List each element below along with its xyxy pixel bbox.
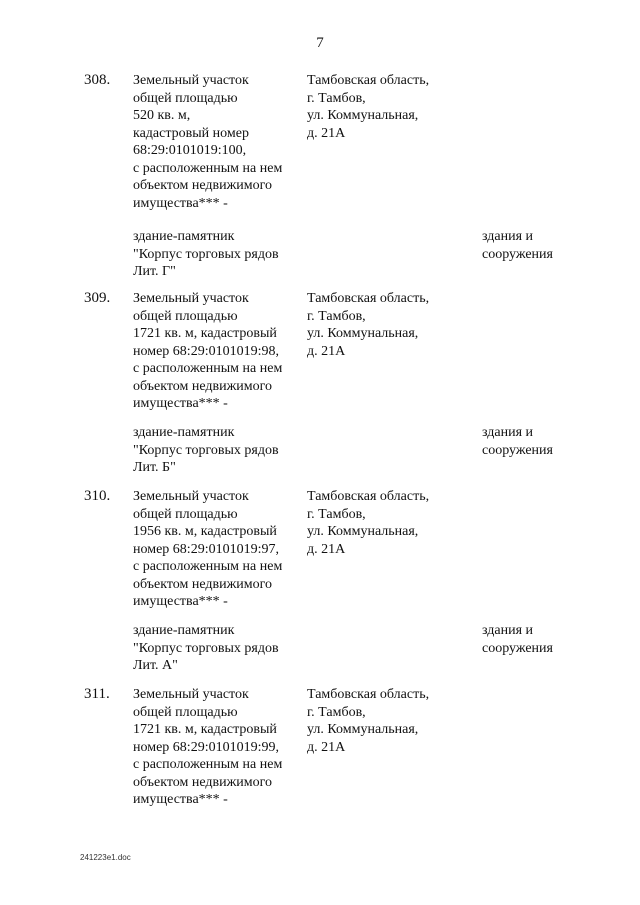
text-line: сооружения [482, 442, 553, 458]
text-line: 520 кв. м, [133, 108, 191, 123]
text-line: Земельный участок [133, 291, 249, 306]
document-filename: 241223e1.doc [80, 853, 131, 862]
text-line: г. Тамбов, [307, 308, 366, 324]
building-description [133, 228, 308, 281]
text-line: 1721 кв. м, кадастровый [133, 326, 277, 341]
text-line: имущества*** - [133, 792, 228, 807]
text-line: имущества*** - [133, 396, 228, 411]
text-line: ул. Коммунальная, [307, 722, 419, 737]
text-line: д. 21А [307, 343, 346, 359]
text-line: Лит. Б" [133, 460, 176, 475]
text-line: здания и [482, 623, 534, 638]
text-line: Лит. А" [133, 658, 178, 673]
text-line: общей площадью [133, 308, 238, 324]
text-line: здание-памятник [133, 623, 235, 638]
entry-number: 309. [84, 290, 111, 306]
address [307, 686, 477, 756]
page-number: 7 [316, 35, 324, 51]
text-line: г. Тамбов, [307, 704, 366, 720]
text-line: здание-памятник [133, 425, 235, 440]
text-line: г. Тамбов, [307, 506, 366, 522]
text-line: имущества*** - [133, 195, 228, 211]
text-line: 68:29:0101019:100, [133, 143, 247, 158]
land-plot-description [133, 488, 308, 611]
text-line: сооружения [482, 246, 553, 262]
text-line: с расположенным на нем [133, 757, 283, 772]
text-line: имущества*** - [133, 594, 228, 609]
text-line: общей площадью [133, 506, 238, 522]
building-description [133, 622, 308, 675]
text-line: Тамбовская область, [307, 489, 430, 504]
text-line: номер 68:29:0101019:98, [133, 343, 279, 359]
text-line: номер 68:29:0101019:97, [133, 541, 279, 557]
entry-number: 308. [84, 72, 111, 88]
text-line: общей площадью [133, 704, 238, 720]
land-plot-description [133, 72, 308, 212]
text-line: объектом недвижимого [133, 576, 273, 592]
text-line: с расположенным на нем [133, 361, 283, 376]
text-line: объектом недвижимого [133, 378, 273, 394]
text-line: сооружения [482, 640, 553, 656]
text-line: Тамбовская область, [307, 73, 430, 88]
text-line: ул. Коммунальная, [307, 108, 419, 123]
text-line: Земельный участок [133, 687, 249, 702]
land-plot-description [133, 686, 308, 809]
text-line: объектом недвижимого [133, 178, 273, 193]
object-category [482, 424, 602, 459]
text-line: здание-памятник [133, 229, 235, 244]
text-line: объектом недвижимого [133, 774, 273, 790]
entry-number: 310. [84, 488, 111, 504]
text-line: с расположенным на нем [133, 559, 283, 574]
text-line: номер 68:29:0101019:99, [133, 739, 279, 755]
text-line: ул. Коммунальная, [307, 524, 419, 539]
text-line: Земельный участок [133, 73, 249, 88]
text-line: здания и [482, 425, 534, 440]
text-line: "Корпус торговых рядов [133, 442, 279, 458]
object-category [482, 622, 602, 657]
text-line: д. 21А [307, 125, 346, 141]
land-plot-description [133, 290, 308, 413]
text-line: Лит. Г" [133, 264, 176, 279]
building-description [133, 424, 308, 477]
text-line: Земельный участок [133, 489, 249, 504]
text-line: Тамбовская область, [307, 687, 430, 702]
text-line: Тамбовская область, [307, 291, 430, 306]
address [307, 290, 477, 360]
address [307, 488, 477, 558]
text-line: д. 21А [307, 739, 346, 755]
text-line: ул. Коммунальная, [307, 326, 419, 341]
text-line: "Корпус торговых рядов [133, 640, 279, 656]
entry-number: 311. [84, 686, 110, 702]
text-line: г. Тамбов, [307, 90, 366, 106]
text-line: 1956 кв. м, кадастровый [133, 524, 277, 539]
object-category [482, 228, 602, 263]
text-line: "Корпус торговых рядов [133, 246, 279, 262]
text-line: с расположенным на нем [133, 160, 283, 176]
text-line: общей площадью [133, 90, 238, 106]
text-line: здания и [482, 229, 534, 244]
address [307, 72, 477, 142]
text-line: кадастровый номер [133, 125, 249, 141]
text-line: д. 21А [307, 541, 346, 557]
text-line: 1721 кв. м, кадастровый [133, 722, 277, 737]
